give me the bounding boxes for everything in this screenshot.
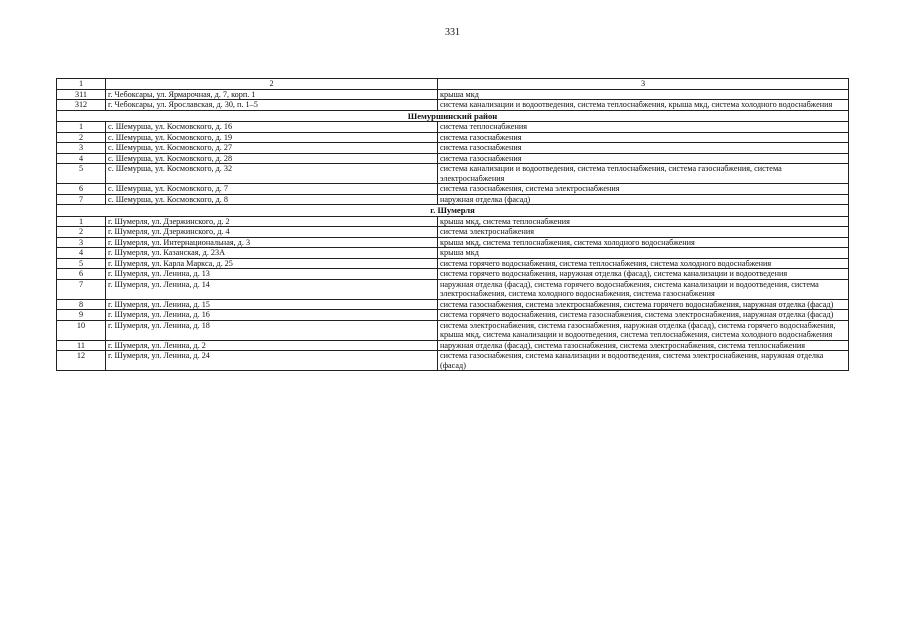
row-number: 4 bbox=[57, 248, 106, 259]
row-systems: система электроснабжения bbox=[438, 227, 849, 238]
row-number: 311 bbox=[57, 89, 106, 100]
row-systems: система газоснабжения, система электроснабжения bbox=[438, 184, 849, 195]
row-address: с. Шемурша, ул. Космовского, д. 32 bbox=[106, 164, 438, 184]
row-systems: система горячего водоснабжения, система теплоснабжения, система холодного водоснабжения bbox=[438, 258, 849, 269]
table-row bbox=[57, 132, 849, 143]
table-row bbox=[57, 122, 849, 133]
row-systems: крыша мкд bbox=[438, 89, 849, 100]
row-number: 12 bbox=[57, 351, 106, 371]
row-systems: крыша мкд bbox=[438, 248, 849, 259]
row-address: с. Шемурша, ул. Космовского, д. 19 bbox=[106, 132, 438, 143]
row-systems: система горячего водоснабжения, наружная отделка (фасад), система канализации и водоотведения bbox=[438, 269, 849, 280]
row-systems: система канализации и водоотведения, система теплоснабжения, система газоснабжения, система электроснабжения bbox=[438, 164, 849, 184]
row-systems: наружная отделка (фасад) bbox=[438, 194, 849, 205]
row-address: с. Шемурша, ул. Космовского, д. 7 bbox=[106, 184, 438, 195]
row-systems: наружная отделка (фасад), система газоснабжения, система электроснабжения, система теплоснабжения bbox=[438, 340, 849, 351]
row-systems: крыша мкд, система теплоснабжения bbox=[438, 216, 849, 227]
row-systems: система газоснабжения bbox=[438, 153, 849, 164]
section-header-row bbox=[57, 205, 849, 217]
row-number: 6 bbox=[57, 269, 106, 280]
table-row bbox=[57, 153, 849, 164]
table-row bbox=[57, 279, 849, 299]
row-systems: система электроснабжения, система газоснабжения, наружная отделка (фасад), система горячего водоснабжения, крыша мкд, система канализации и водоотведения, система теплоснабжения, система холодного водоснабжения bbox=[438, 320, 849, 340]
table-header-row bbox=[57, 79, 849, 90]
table-row bbox=[57, 164, 849, 184]
row-address: г. Шумерля, ул. Ленина, д. 14 bbox=[106, 279, 438, 299]
row-address: г. Шумерля, ул. Интернациональная, д. 3 bbox=[106, 237, 438, 248]
header-col-3: 3 bbox=[438, 79, 849, 90]
table-row bbox=[57, 269, 849, 280]
row-number: 1 bbox=[57, 216, 106, 227]
row-address: г. Чебоксары, ул. Ярославская, д. 30, п. 1–5 bbox=[106, 100, 438, 111]
table-row bbox=[57, 351, 849, 371]
row-number: 11 bbox=[57, 340, 106, 351]
table-row bbox=[57, 299, 849, 310]
row-number: 8 bbox=[57, 299, 106, 310]
header-col-1: 1 bbox=[57, 79, 106, 90]
row-systems: система горячего водоснабжения, система газоснабжения, система электроснабжения, наружная отделка (фасад) bbox=[438, 310, 849, 321]
row-address: г. Шумерля, ул. Карла Маркса, д. 25 bbox=[106, 258, 438, 269]
row-number: 5 bbox=[57, 258, 106, 269]
row-address: с. Шемурша, ул. Космовского, д. 8 bbox=[106, 194, 438, 205]
table-row bbox=[57, 100, 849, 111]
row-number: 7 bbox=[57, 279, 106, 299]
row-number: 2 bbox=[57, 227, 106, 238]
table-row bbox=[57, 143, 849, 154]
row-systems: наружная отделка (фасад), система горячего водоснабжения, система канализации и водоотведения, система электроснабжения, система холодного водоснабжения, система газоснабжения bbox=[438, 279, 849, 299]
row-systems: система газоснабжения bbox=[438, 143, 849, 154]
table-row bbox=[57, 194, 849, 205]
row-address: г. Шумерля, ул. Казанская, д. 23А bbox=[106, 248, 438, 259]
table-row bbox=[57, 89, 849, 100]
row-number: 6 bbox=[57, 184, 106, 195]
table-row bbox=[57, 258, 849, 269]
row-address: г. Шумерля, ул. Ленина, д. 15 bbox=[106, 299, 438, 310]
row-address: с. Шемурша, ул. Космовского, д. 16 bbox=[106, 122, 438, 133]
table-row bbox=[57, 320, 849, 340]
section-header-row bbox=[57, 110, 849, 122]
row-address: г. Чебоксары, ул. Ярмарочная, д. 7, корп. 1 bbox=[106, 89, 438, 100]
table-row bbox=[57, 227, 849, 238]
row-address: г. Шумерля, ул. Ленина, д. 16 bbox=[106, 310, 438, 321]
row-address: с. Шемурша, ул. Космовского, д. 28 bbox=[106, 153, 438, 164]
table-row bbox=[57, 340, 849, 351]
row-address: г. Шумерля, ул. Ленина, д. 18 bbox=[106, 320, 438, 340]
page-number: 331 bbox=[445, 27, 460, 38]
row-number: 10 bbox=[57, 320, 106, 340]
row-number: 3 bbox=[57, 237, 106, 248]
row-number: 7 bbox=[57, 194, 106, 205]
table-row bbox=[57, 237, 849, 248]
row-number: 9 bbox=[57, 310, 106, 321]
table-row bbox=[57, 216, 849, 227]
row-systems: крыша мкд, система теплоснабжения, система холодного водоснабжения bbox=[438, 237, 849, 248]
table-row bbox=[57, 248, 849, 259]
row-address: г. Шумерля, ул. Дзержинского, д. 4 bbox=[106, 227, 438, 238]
row-number: 2 bbox=[57, 132, 106, 143]
row-address: г. Шумерля, ул. Ленина, д. 2 bbox=[106, 340, 438, 351]
row-systems: система канализации и водоотведения, система теплоснабжения, крыша мкд, система холодного водоснабжения bbox=[438, 100, 849, 111]
table-row bbox=[57, 184, 849, 195]
row-number: 4 bbox=[57, 153, 106, 164]
row-address: г. Шумерля, ул. Ленина, д. 24 bbox=[106, 351, 438, 371]
table-row bbox=[57, 310, 849, 321]
row-number: 312 bbox=[57, 100, 106, 111]
section-title: Шемуршинский район bbox=[57, 110, 849, 122]
row-systems: система газоснабжения, система электроснабжения, система горячего водоснабжения, наружная отделка (фасад) bbox=[438, 299, 849, 310]
buildings-table bbox=[56, 78, 849, 371]
section-title: г. Шумерля bbox=[57, 205, 849, 217]
row-systems: система теплоснабжения bbox=[438, 122, 849, 133]
row-systems: система газоснабжения, система канализации и водоотведения, система электроснабжения, наружная отделка (фасад) bbox=[438, 351, 849, 371]
header-col-2: 2 bbox=[106, 79, 438, 90]
row-systems: система газоснабжения bbox=[438, 132, 849, 143]
row-number: 3 bbox=[57, 143, 106, 154]
row-address: г. Шумерля, ул. Ленина, д. 13 bbox=[106, 269, 438, 280]
row-number: 1 bbox=[57, 122, 106, 133]
row-address: г. Шумерля, ул. Дзержинского, д. 2 bbox=[106, 216, 438, 227]
row-number: 5 bbox=[57, 164, 106, 184]
row-address: с. Шемурша, ул. Космовского, д. 27 bbox=[106, 143, 438, 154]
